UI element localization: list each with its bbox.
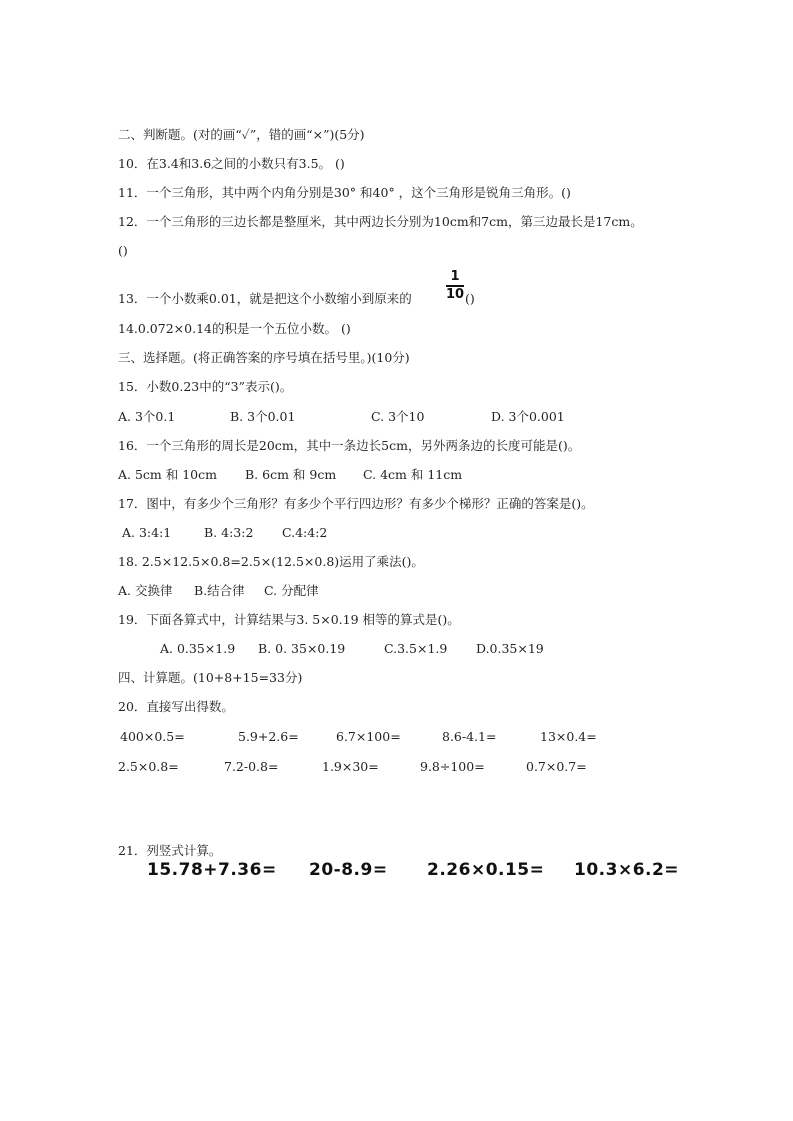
option-a: A. 0.35×1.9 (160, 641, 236, 656)
question-21: 21．列竖式计算。 (118, 843, 222, 858)
option-b: B.结合律 (194, 583, 245, 598)
question-12: 12．一个三角形的三边长都是整厘米，其中两边长分别为10cm和7cm，第三边最长是17cm。 (118, 214, 643, 229)
option-a: A. 3个0.1 (118, 409, 176, 424)
question-17: 17．图中，有多少个三角形？有多少个平行四边形？有多少个梯形？正确的答案是()。 (118, 496, 594, 511)
question-13 (118, 290, 412, 308)
question-17-options (122, 524, 327, 542)
option-c: C.3.5×1.9 (384, 641, 448, 656)
option-a: A. 5cm 和 10cm (118, 467, 217, 482)
fraction-one-tenth (446, 270, 464, 302)
section3-heading: 三、选择题。(将正确答案的序号填在括号里。)(10分) (118, 350, 410, 365)
calc-item: 13×0.4= (540, 729, 597, 744)
option-a: A. 交换律 (118, 583, 173, 598)
question-15-options (118, 408, 565, 426)
vertical-calc-4: 10.3×6.2= (574, 860, 680, 880)
calc-item: 400×0.5= (120, 729, 185, 744)
vertical-calc-2: 20-8.9= (309, 860, 388, 880)
calc-item: 2.5×0.8= (118, 759, 179, 774)
question-18: 18. 2.5×12.5×0.8=2.5×(12.5×0.8)运用了乘法()。 (118, 554, 424, 569)
question-18-options (118, 582, 319, 600)
question-20-row-1 (120, 728, 597, 746)
calc-item: 1.9×30= (322, 759, 379, 774)
question-19-options (160, 640, 544, 658)
option-d: D. 3个0.001 (491, 409, 565, 424)
section2-heading: 二、判断题。(对的画“✓”，错的画“×”)(5分) (118, 127, 365, 142)
calc-item: 0.7×0.7= (526, 759, 587, 774)
calc-item: 6.7×100= (336, 729, 401, 744)
question-10: 10．在3.4和3.6之间的小数只有3.5。 () (118, 156, 345, 171)
fraction-numerator: 1 (450, 269, 460, 284)
option-a: A. 3:4:1 (122, 525, 172, 540)
option-d: D.0.35×19 (476, 641, 544, 656)
vertical-calc-1: 15.78+7.36= (147, 860, 277, 880)
calc-item: 7.2-0.8= (224, 759, 279, 774)
calc-item: 8.6-4.1= (442, 729, 497, 744)
question-20-row-2 (118, 758, 587, 776)
option-b: B. 3个0.01 (230, 409, 296, 424)
option-c: C. 4cm 和 11cm (363, 467, 463, 482)
question-16: 16．一个三角形的周长是20cm，其中一条边长5cm，另外两条边的长度可能是()。 (118, 438, 581, 453)
option-c: C. 分配律 (264, 583, 319, 598)
question-20: 20．直接写出得数。 (118, 699, 234, 714)
option-b: B. 4:3:2 (204, 525, 254, 540)
fraction-denominator: 10 (446, 287, 465, 302)
question-15: 15．小数0.23中的“3”表示()。 (118, 379, 293, 394)
vertical-calc-3: 2.26×0.15= (427, 860, 545, 880)
question-13-answer-blank: () (465, 291, 475, 306)
calc-item: 9.8÷100= (420, 759, 485, 774)
question-16-options (118, 466, 462, 484)
question-14: 14.0.072×0.14的积是一个五位小数。 () (118, 321, 351, 336)
option-c: C.4:4:2 (282, 525, 328, 540)
section4-heading: 四、计算题。(10+8+15=33分) (118, 670, 303, 685)
option-b: B. 6cm 和 9cm (245, 467, 337, 482)
question-11: 11．一个三角形，其中两个内角分别是30° 和40° ，这个三角形是锐角三角形。() (118, 185, 571, 200)
question-19: 19．下面各算式中，计算结果与3. 5×0.19 相等的算式是()。 (118, 612, 460, 627)
option-b: B. 0. 35×0.19 (258, 641, 346, 656)
question-13-text: 13．一个小数乘0.01，就是把这个小数缩小到原来的 (118, 291, 412, 306)
option-c: C. 3个10 (371, 409, 425, 424)
calc-item: 5.9+2.6= (238, 729, 299, 744)
question-12-answer-blank: () (118, 243, 128, 258)
